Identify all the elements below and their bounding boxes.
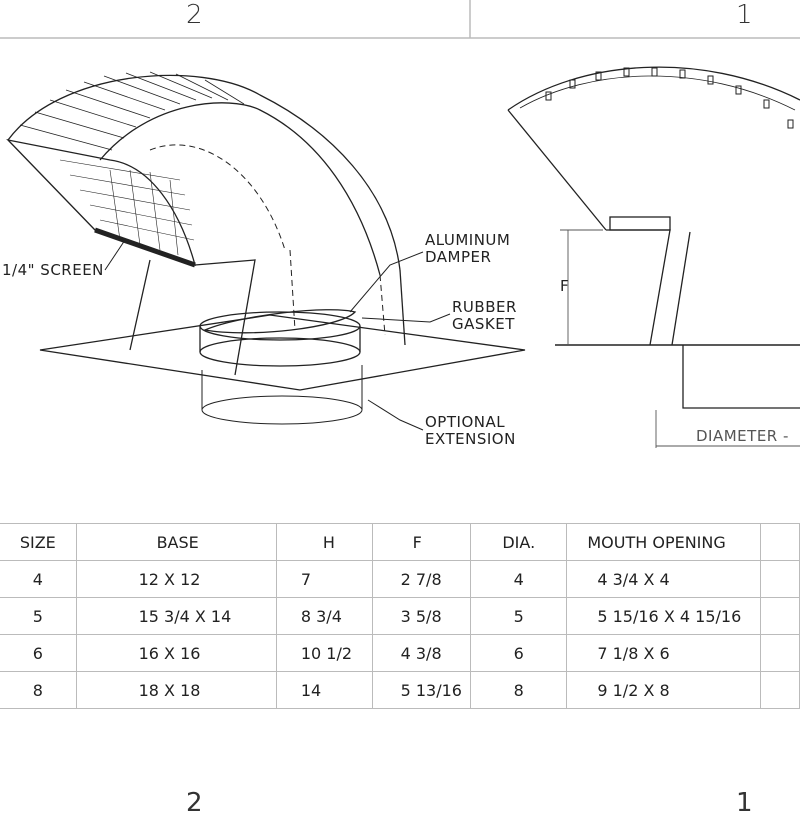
zone-number-1: 1: [736, 0, 753, 30]
cell-dia: 5: [471, 598, 567, 635]
side-frame: [195, 260, 255, 375]
cell-dia: 8: [471, 672, 567, 709]
header-extra: [761, 524, 800, 561]
cell-dia: 6: [471, 635, 567, 672]
cell-extra: [761, 598, 800, 635]
callout-screen: 1/4" SCREEN: [2, 261, 104, 279]
side-extension: [683, 345, 800, 408]
side-body-rear: [672, 232, 690, 345]
cell-base: 12 X 12: [76, 561, 276, 598]
callout-damper: ALUMINUM DAMPER: [425, 231, 511, 266]
dimension-diameter-label: DIAMETER -: [696, 427, 789, 445]
cell-mouth: 9 1/2 X 8: [567, 672, 761, 709]
cell-h: 14: [276, 672, 372, 709]
zone-number-1-bottom: 1: [736, 788, 753, 818]
cell-f: 2 7/8: [372, 561, 471, 598]
header-h: H: [276, 524, 372, 561]
hood-inner-arc: [100, 103, 380, 275]
callout-gasket: RUBBER GASKET: [452, 298, 517, 333]
cell-dia: 4: [471, 561, 567, 598]
cell-mouth: 4 3/4 X 4: [567, 561, 761, 598]
callout-extension: OPTIONAL EXTENSION: [425, 413, 516, 448]
cell-base: 15 3/4 X 14: [76, 598, 276, 635]
dimension-lines: [560, 230, 800, 448]
hood-hidden-lines: [150, 145, 385, 335]
cell-size: 4: [0, 561, 76, 598]
table-row: [0, 672, 800, 709]
collar-bottom: [200, 338, 360, 366]
zone-number-2: 2: [186, 0, 203, 30]
cell-h: 8 3/4: [276, 598, 372, 635]
cell-extra: [761, 635, 800, 672]
optional-extension: [202, 365, 362, 424]
table-row: [0, 598, 800, 635]
cell-size: 5: [0, 598, 76, 635]
callout-leaders: [105, 240, 450, 430]
cell-extra: [761, 672, 800, 709]
header-size: SIZE: [0, 524, 76, 561]
header-f: F: [372, 524, 471, 561]
cell-f: 5 13/16: [372, 672, 471, 709]
dimension-f-label: F: [560, 277, 570, 295]
zone-number-2-bottom: 2: [186, 788, 203, 818]
cell-mouth: 7 1/8 X 6: [567, 635, 761, 672]
side-hood-front-edge: [508, 110, 606, 230]
side-damper-block: [610, 217, 670, 230]
cell-extra: [761, 561, 800, 598]
damper-leader: [350, 252, 423, 312]
spec-table: [0, 523, 800, 709]
mouth-lip: [95, 230, 195, 265]
mouth-screen-outline: [8, 140, 195, 265]
hood-ribs: [20, 72, 244, 150]
cell-h: 7: [276, 561, 372, 598]
header-base: BASE: [76, 524, 276, 561]
table-row: [0, 635, 800, 672]
table-header-row: [0, 524, 800, 561]
table-row: [0, 561, 800, 598]
cell-mouth: 5 15/16 X 4 15/16: [567, 598, 761, 635]
header-dia: DIA.: [471, 524, 567, 561]
gasket-leader: [362, 314, 450, 322]
front-leg: [130, 260, 150, 350]
side-body-front: [606, 230, 670, 345]
cell-f: 3 5/8: [372, 598, 471, 635]
side-hood-arc-outer: [508, 67, 800, 110]
cell-size: 6: [0, 635, 76, 672]
cell-h: 10 1/2: [276, 635, 372, 672]
cell-base: 16 X 16: [76, 635, 276, 672]
screen-leader: [105, 240, 125, 270]
cell-base: 18 X 18: [76, 672, 276, 709]
side-vent-view: [508, 67, 800, 408]
header-mouth-opening: MOUTH OPENING: [567, 524, 761, 561]
cell-size: 8: [0, 672, 76, 709]
extension-leader: [368, 400, 423, 430]
cell-f: 4 3/8: [372, 635, 471, 672]
